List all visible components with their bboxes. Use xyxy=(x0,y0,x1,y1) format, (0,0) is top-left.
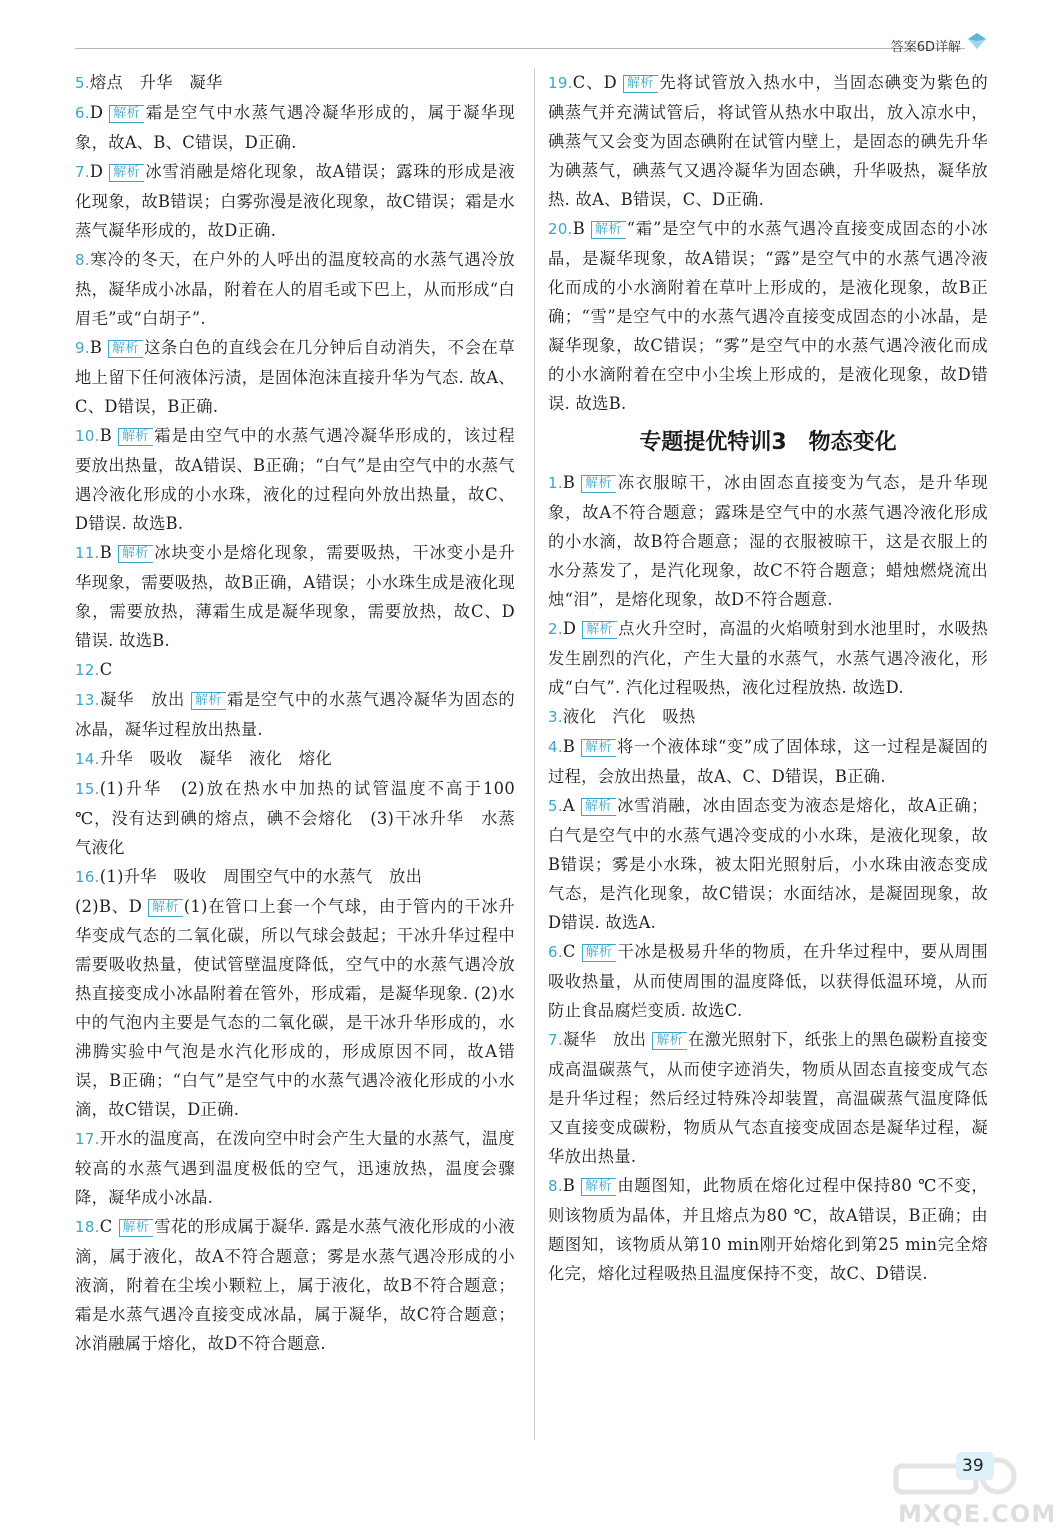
question-number: 5. xyxy=(548,797,563,815)
analysis-tag: 解析 xyxy=(108,340,143,358)
analysis-tag: 解析 xyxy=(582,944,617,962)
header-title: 答案6D详解 xyxy=(890,40,961,55)
answer-text: 这条白色的直线会在几分钟后自动消失，不会在草地上留下任何液体污渍，是固体泡沫直接升华为气态. 故A、C、D错误，B正确. xyxy=(75,338,515,416)
answer-item xyxy=(75,1124,515,1212)
answer-choice: B xyxy=(99,426,113,445)
question-number: 20. xyxy=(548,220,573,238)
question-number: 11. xyxy=(75,544,100,562)
header-rule xyxy=(75,48,965,49)
right-column xyxy=(548,68,988,1288)
answer-item xyxy=(75,744,515,774)
analysis-tag: 解析 xyxy=(119,1219,154,1237)
question-number: 10. xyxy=(75,427,100,445)
section-title: 专题提优特训3 物态变化 xyxy=(639,430,897,455)
answer-choice: B xyxy=(99,543,113,562)
answer-text: 霜是空气中水蒸气遇冷凝华形成的，属于凝华现象，故A、B、C错误，D正确. xyxy=(75,103,515,152)
answer-text: 开水的温度高，在泼向空中时会产生大量的水蒸气，温度较高的水蒸气遇到温度极低的空气，迅速放热，温度会骤降，凝华成小冰晶. xyxy=(75,1129,515,1207)
answer-item xyxy=(75,157,515,245)
answer-choice: B xyxy=(562,473,576,492)
page-number: 39 xyxy=(962,1456,984,1476)
answer-text: 冰块变小是熔化现象，需要吸热，干冰变小是升华现象，需要吸热，故B正确，A错误；小水珠生成是液化现象，需要放热，薄霜生成是凝华现象，需要放热，故C、D错误. 故选B. xyxy=(75,543,515,650)
answer-item xyxy=(548,1171,988,1288)
answer-item xyxy=(548,791,988,937)
answer-item xyxy=(548,68,988,214)
answer-text: 升华 吸收 凝华 液化 熔化 xyxy=(99,749,332,768)
answer-text: 液化 汽化 吸热 xyxy=(562,707,696,726)
answer-text: 将一个液体球“变”成了固体球，这一过程是凝固的过程，会放出热量，故A、C、D错误，B正确. xyxy=(548,737,988,786)
question-number: 8. xyxy=(75,251,90,269)
question-number: 3. xyxy=(548,708,563,726)
analysis-tag: 解析 xyxy=(109,105,144,123)
answer-item xyxy=(75,774,515,862)
left-column xyxy=(75,68,515,1358)
analysis-tag: 解析 xyxy=(582,621,617,639)
answer-choice: C、D xyxy=(572,73,617,92)
answer-choice: D xyxy=(89,162,104,181)
answer-choice: (2)B、D xyxy=(75,897,143,916)
question-number: 13. xyxy=(75,691,100,709)
answer-text: 冻衣服晾干，冰由固态直接变为气态，是升华现象，故A不符合题意；露珠是空气中的水蒸气遇冷液化形成的小水滴，故B符合题意；湿的衣服被晾干，这是衣服上的水分蒸发了，是汽化现象，故C不符合题意；蜡烛燃烧流出烛“泪”，是熔化现象，故D不符合题意. xyxy=(548,473,988,609)
answer-text: 雪花的形成属于凝华. 露是水蒸气液化形成的小液滴，属于液化，故A不符合题意；雾是水蒸气遇冷形成的小液滴，附着在尘埃小颗粒上，属于液化，故B不符合题意；霜是水蒸气遇冷直接变成冰晶，属于凝华，故C符合题意；冰消融属于熔化，故D不符合题意. xyxy=(75,1217,515,1353)
analysis-tag: 解析 xyxy=(652,1032,687,1050)
answer-text: (1)升华 吸收 周围空气中的水蒸气 放出 xyxy=(99,867,423,886)
column-divider xyxy=(534,68,535,1440)
question-number: 2. xyxy=(548,620,563,638)
analysis-tag: 解析 xyxy=(581,798,616,816)
answer-item xyxy=(548,1025,988,1171)
answer-text: 先将试管放入热水中，当固态碘变为紫色的碘蒸气并充满试管后，将试管从热水中取出，放入凉水中，碘蒸气又会变为固态碘附在试管内壁上，是固态的碘先升华为碘蒸气，碘蒸气又遇冷凝华为固态碘，升华吸热，凝华放热. 故A、B错误，C、D正确. xyxy=(548,73,989,209)
analysis-tag: 解析 xyxy=(148,899,183,917)
answer-choice: C xyxy=(99,1217,113,1236)
answer-choice: 凝华 放出 xyxy=(99,690,185,709)
answer-item xyxy=(548,702,988,732)
analysis-tag: 解析 xyxy=(581,739,616,757)
answer-text: “霜”是空气中的水蒸气遇冷直接变成固态的小冰晶，是凝华现象，故A错误；“露”是空气中的水蒸气遇冷液化而成的小水滴附着在草叶上形成的，是液化现象，故B正确；“雪”是空气中的水蒸气遇冷直接变成固态的小冰晶，是凝华现象，故C错误；“雾”是空气中的水蒸气遇冷液化而成的小水滴附着在空中小尘埃上形成的，是液化现象，故D错误. 故选B. xyxy=(548,219,988,413)
answer-item xyxy=(75,333,515,421)
answer-text: 点火升空时，高温的火焰喷射到水池里时，水吸热发生剧烈的汽化，产生大量的水蒸气，水蒸气遇冷液化，形成“白气”. 汽化过程吸热，液化过程放热. 故选D. xyxy=(548,619,988,697)
answer-item xyxy=(75,245,515,333)
answer-choice: B xyxy=(89,338,103,357)
watermark-text: MXQE.COM xyxy=(898,1500,1056,1528)
answer-choice: B xyxy=(562,737,576,756)
question-number: 1. xyxy=(548,474,563,492)
answer-choice: C xyxy=(562,942,576,961)
analysis-tag: 解析 xyxy=(118,428,153,446)
question-number: 18. xyxy=(75,1218,100,1236)
question-number: 7. xyxy=(75,163,90,181)
analysis-tag: 解析 xyxy=(591,221,626,239)
question-number: 12. xyxy=(75,661,100,679)
question-number: 19. xyxy=(548,74,573,92)
answer-item xyxy=(75,421,515,538)
answer-text: 由题图知，此物质在熔化过程中保持80 ℃不变，则该物质为晶体，并且熔点为80 ℃，故A错误，B正确；由题图知，该物质从第10 min刚开始熔化到第25 min完全熔化完，熔化过程吸热且温度保持不变，故C、D错误. xyxy=(548,1176,988,1283)
analysis-tag: 解析 xyxy=(191,692,226,710)
answer-item xyxy=(75,862,515,892)
question-number: 5. xyxy=(75,74,90,92)
answer-item xyxy=(548,614,988,702)
question-number: 16. xyxy=(75,868,100,886)
answer-choice: B xyxy=(562,1176,576,1195)
answer-item xyxy=(75,892,515,1124)
question-number: 9. xyxy=(75,339,90,357)
question-number: 4. xyxy=(548,738,563,756)
answer-text: 冰雪消融是熔化现象，故A错误；露珠的形成是液化现象，故B错误；白雾弥漫是液化现象，故C错误；霜是水蒸气凝华形成的，故D正确. xyxy=(75,162,515,240)
answer-item xyxy=(75,655,515,685)
answer-text: 干冰是极易升华的物质，在升华过程中，要从周围吸收热量，从而使周围的温度降低，以获得低温环境，从而防止食品腐烂变质. 故选C. xyxy=(548,942,988,1020)
answer-text: 霜是由空气中的水蒸气遇冷凝华形成的，该过程要放出热量，故A错误、B正确；“白气”是由空气中的水蒸气遇冷液化形成的小水珠，液化的过程向外放出热量，故C、D错误. 故选B. xyxy=(75,426,515,533)
answer-item xyxy=(548,937,988,1025)
answer-item xyxy=(75,98,515,157)
answer-choice: A xyxy=(562,796,575,815)
answer-text: (1)在管口上套一个气球，由于管内的干冰升华变成气态的二氧化碳，所以气球会鼓起；干冰升华过程中需要吸收热量，使试管壁温度降低，空气中的水蒸气遇冷放热直接变成小冰晶附着在管外，形成霜，是凝华现象. (2)水中的气泡内主要是气态的二氧化碳，是干冰升华形成的，水沸腾实验中气泡是水汽化形成的，形成原因不同，故A错误，B正确；“白气”是空气中的水蒸气遇冷液化形成的小水滴，故C错误，D正确. xyxy=(75,897,515,1119)
analysis-tag: 解析 xyxy=(623,75,658,93)
book-logo-icon xyxy=(967,32,987,50)
question-number: 15. xyxy=(75,780,100,798)
answer-choice: 凝华 放出 xyxy=(562,1030,647,1049)
answer-choice: D xyxy=(89,103,104,122)
answer-text: 熔点 升华 凝华 xyxy=(89,73,223,92)
answer-item xyxy=(75,68,515,98)
question-number: 8. xyxy=(548,1177,563,1195)
analysis-tag: 解析 xyxy=(109,164,144,182)
answer-choice: B xyxy=(572,219,586,238)
analysis-tag: 解析 xyxy=(581,1178,616,1196)
answer-text: C xyxy=(99,660,113,679)
section-answers xyxy=(548,468,988,1288)
analysis-tag: 解析 xyxy=(118,545,153,563)
answer-text: 在激光照射下，纸张上的黑色碳粉直接变成高温碳蒸气，从而使字迹消失，物质从固态直接变成气态是升华过程；然后经过特殊冷却装置，高温碳蒸气温度降低又直接变成碳粉，物质从气态直接变成固态是凝华过程，凝华放出热量. xyxy=(548,1030,988,1166)
question-number: 17. xyxy=(75,1130,100,1148)
answer-item xyxy=(75,1212,515,1358)
answer-item xyxy=(75,538,515,655)
answer-text: 冰雪消融，冰由固态变为液态是熔化，故A正确；白气是空气中的水蒸气遇冷变成的小水珠，是液化现象，故B错误；雾是小水珠，被太阳光照射后，小水珠由液态变成气态，是汽化现象，故C错误；水面结冰，是凝固现象，故D错误. 故选A. xyxy=(548,796,988,932)
question-number: 6. xyxy=(548,943,563,961)
question-number: 7. xyxy=(548,1031,563,1049)
question-number: 6. xyxy=(75,104,90,122)
answer-item xyxy=(548,732,988,791)
answer-item xyxy=(548,468,988,614)
analysis-tag: 解析 xyxy=(581,475,616,493)
answer-item xyxy=(75,685,515,744)
answer-item xyxy=(548,214,988,418)
answer-text: 霜是空气中的水蒸气遇冷凝华为固态的冰晶，凝华过程放出热量. xyxy=(75,690,515,739)
answer-text: (1)升华 (2)放在热水中加热的试管温度不高于100 ℃，没有达到碘的熔点，碘不会熔化 (3)干冰升华 水蒸气液化 xyxy=(75,779,515,857)
answer-choice: D xyxy=(562,619,577,638)
answers-continued xyxy=(548,68,988,418)
answer-text: 寒冷的冬天，在户外的人呼出的温度较高的水蒸气遇冷放热，凝华成小冰晶，附着在人的眉毛或下巴上，从而形成“白眉毛”或“白胡子”. xyxy=(75,250,515,328)
question-number: 14. xyxy=(75,750,100,768)
